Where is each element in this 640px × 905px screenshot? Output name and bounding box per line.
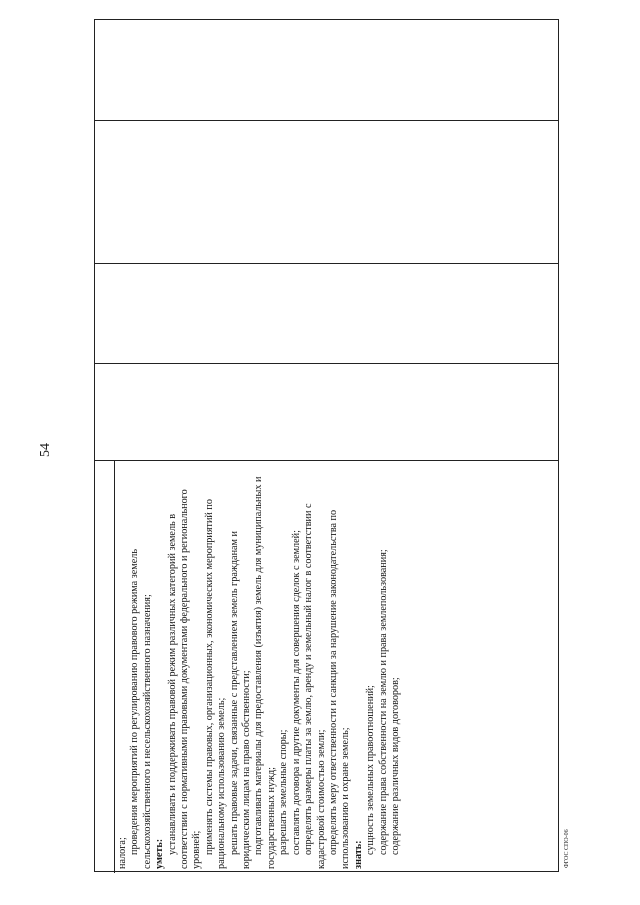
content-line: уметь: (154, 838, 166, 869)
content-line: определять меру ответственности и санкции за нарушение законодательства по использованию и охране земель; (327, 509, 352, 869)
content-line: налога; (117, 837, 128, 869)
content-line: устанавливать и поддерживать правовой режим различных категорий земель в соответствии с нормативными правовыми документами федерального и регионального уровней; (166, 489, 203, 869)
table-cell-index (95, 461, 115, 873)
footer-code: ФГОС СПО-06 (564, 829, 570, 868)
table-cell-empty-2 (95, 121, 558, 264)
table-cell-empty-1 (95, 20, 558, 121)
content-line: составлять договора и другие документы для совершения сделок с землей; (290, 530, 302, 855)
standards-table (94, 19, 559, 872)
content-wrap (115, 461, 560, 873)
table-cell-empty-4 (95, 364, 558, 461)
content-line: определять размеры платы за землю, аренду и земельный налог в соответствии с кадастровой стоимостью земли; (303, 503, 327, 869)
content-line: разрешать земельные споры; (278, 729, 290, 855)
content-line: содержание различных видов договоров; (389, 677, 401, 855)
content-line: применять системы правовых, организационных, экономических мероприятий по рациональному использованию земель; (203, 499, 228, 869)
page-number: 54 (38, 443, 53, 457)
competency-text (115, 465, 555, 873)
content-line: знать: (352, 840, 364, 869)
content-line: проведения мероприятий по регулированию правового режима земель сельскохозяйственного и несельскохозяйственного назначения; (129, 549, 153, 869)
content-line: содержание права собственности на землю и права землепользования; (377, 549, 389, 855)
table-cell-empty-3 (95, 264, 558, 364)
content-line: сущность земельных правоотношений; (365, 685, 377, 855)
content-line: подготавливать материалы для предоставления (изъятия) земель для муниципальных и государственных нужд; (253, 476, 277, 869)
content-line: решать правовые задачи, связанные с представлением земель гражданам и юридическим лицам на право собственности; (228, 531, 253, 869)
